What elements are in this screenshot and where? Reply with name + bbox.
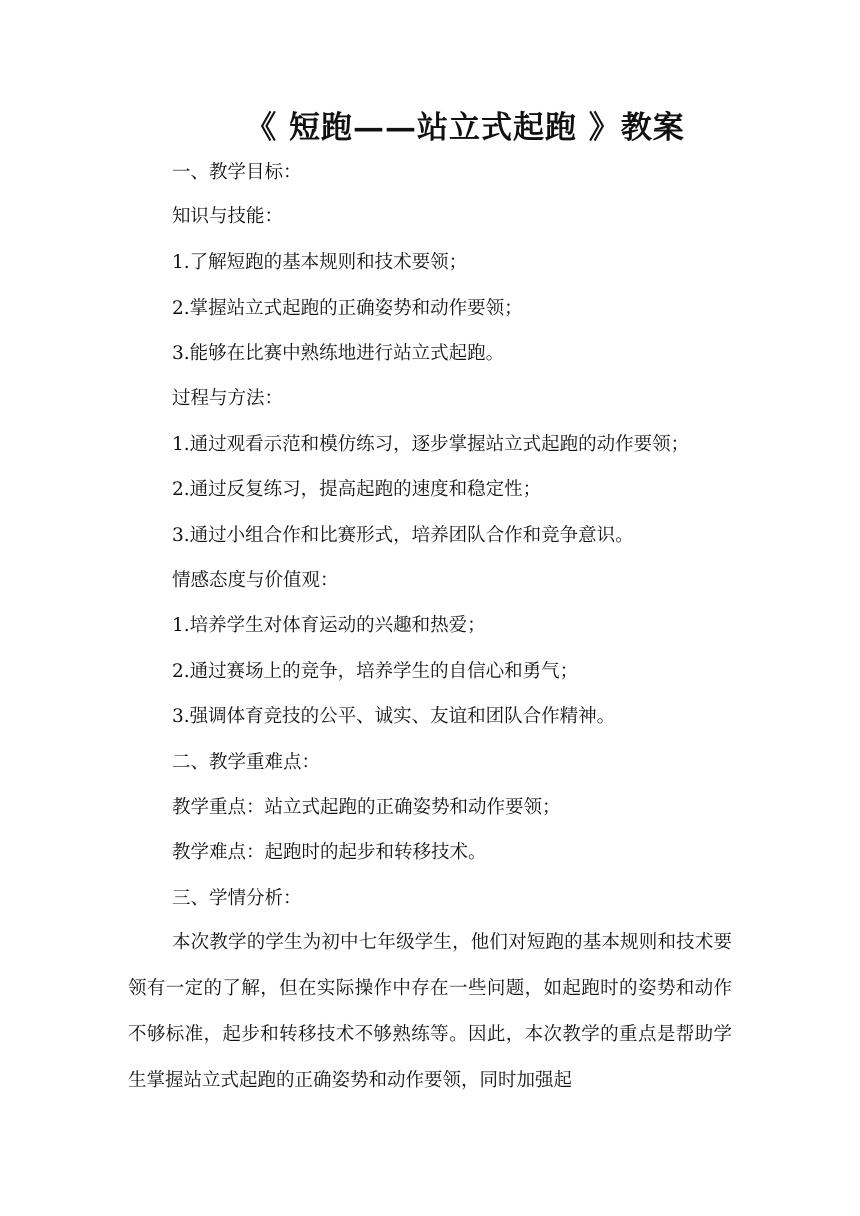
list-item: 2.通过反复练习，提高起跑的速度和稳定性； — [172, 479, 542, 500]
section-heading-teaching-goals: 一、教学目标： — [172, 162, 302, 183]
subheading-knowledge-skills: 知识与技能： — [172, 206, 284, 227]
list-item: 2.掌握站立式起跑的正确姿势和动作要领； — [172, 298, 523, 319]
subheading-process-methods: 过程与方法： — [172, 388, 284, 409]
list-item: 1.通过观看示范和模仿练习，逐步掌握站立式起跑的动作要领； — [172, 434, 690, 455]
subheading-emotion-values: 情感态度与价值观： — [172, 570, 339, 591]
list-item: 1.了解短跑的基本规则和技术要领； — [172, 252, 468, 273]
section-heading-student-analysis: 三、学情分析： — [172, 888, 302, 909]
analysis-paragraph: 本次教学的学生为初中七年级学生，他们对短跑的基本规则和技术要领有一定的了解，但在实际操作中存在一些问题，如起跑时的姿势和动作不够标准，起步和转移技术不够熟练等。因此，本次教学的重点是帮助学生掌握站立式起跑的正确姿势和动作要领，同时加强起 — [128, 932, 732, 1091]
list-item: 2.通过赛场上的竞争，培养学生的自信心和勇气； — [172, 661, 579, 682]
list-item: 3.通过小组合作和比赛形式，培养团队合作和竞争意识。 — [172, 525, 634, 546]
key-point-text: 教学重点：站立式起跑的正确姿势和动作要领； — [172, 797, 561, 818]
difficult-point-text: 教学难点：起跑时的起步和转移技术。 — [172, 842, 487, 863]
list-item: 3.强调体育竞技的公平、诚实、友谊和团队合作精神。 — [172, 706, 616, 727]
document-title: 《 短跑——站立式起跑 》教案 — [245, 110, 685, 146]
section-heading-key-difficult: 二、教学重难点： — [172, 752, 321, 773]
list-item: 3.能够在比赛中熟练地进行站立式起跑。 — [172, 343, 505, 364]
list-item: 1.培养学生对体育运动的兴趣和热爱； — [172, 615, 486, 636]
